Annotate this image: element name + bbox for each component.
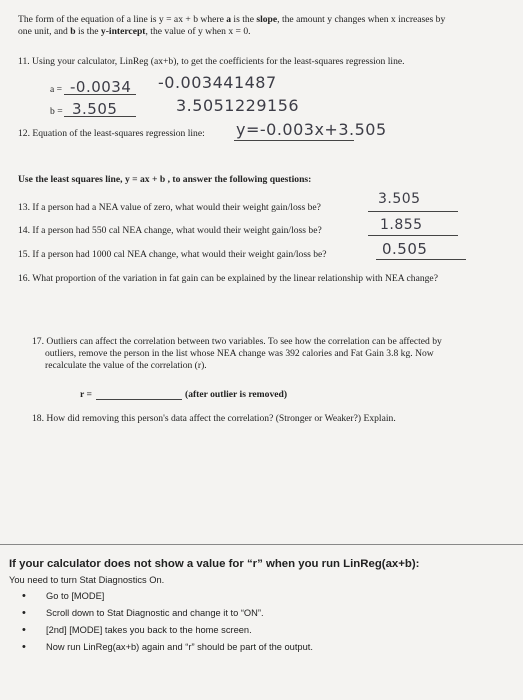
intro-text: one unit, and <box>18 26 71 37</box>
question-13: 13. If a person had a NEA value of zero, what would their weight gain/loss be? <box>18 202 321 213</box>
question-12: 12. Equation of the least-squares regression line: <box>18 128 205 139</box>
intro-yint: y-intercept <box>100 26 146 37</box>
q13-answer-line <box>368 211 458 212</box>
r-note: (after outlier is removed) <box>185 389 288 400</box>
q17-line-3: recalculate the value of the correlation (r). <box>45 360 207 371</box>
q17-line-1: 17. Outliers can affect the correlation between two variables. To see how the correlation can be affected by <box>32 336 442 347</box>
calc-step: • Scroll down to Stat Diagnostic and change it to “ON”. <box>16 605 313 622</box>
r-answer-line <box>96 399 182 400</box>
question-17 <box>32 336 512 372</box>
question-14: 14. If a person had 550 cal NEA change, what would their weight gain/loss be? <box>18 225 322 236</box>
section-heading: Use the least squares line, y = ax + b , to answer the following questions: <box>18 174 312 185</box>
calc-step: • [2nd] [MODE] takes you back to the home screen. <box>16 622 313 639</box>
intro-text: , the value of y when x = 0. <box>145 26 251 37</box>
intro-paragraph <box>18 14 513 38</box>
calc-heading: If your calculator does not show a value for “r” when you run LinReg(ax+b): <box>9 558 420 570</box>
intro-text: The form of the equation of a line is y = ax + b where <box>18 14 227 25</box>
q13-answer-handwritten: 3.505 <box>378 191 421 207</box>
q12-answer-handwritten: y=-0.003x+3.505 <box>236 120 387 139</box>
q14-answer-line <box>368 235 458 236</box>
intro-text: is the <box>231 14 257 25</box>
q17-line-2: outliers, remove the person in the list whose NEA change was 392 calories and Fat Gain 3.8 kg. Now <box>45 348 434 359</box>
intro-text: , the amount y changes when x increases by <box>277 14 446 25</box>
intro-text: is the <box>75 26 101 37</box>
q15-answer-line <box>376 259 466 260</box>
question-11: 11. Using your calculator, LinReg (ax+b), to get the coefficients for the least-squares regression line. <box>18 56 405 67</box>
q15-answer-handwritten: 0.505 <box>382 240 428 258</box>
intro-b: b <box>70 26 76 37</box>
calc-steps-list <box>16 588 313 656</box>
calc-step: • Now run LinReg(ax+b) again and “r” should be part of the output. <box>16 639 313 656</box>
a-value-handwritten: -0.0034 <box>70 78 132 96</box>
b-value-handwritten: 3.505 <box>72 100 118 118</box>
question-15: 15. If a person had 1000 cal NEA change, what would their weight gain/loss be? <box>18 249 327 260</box>
b-label: b = <box>50 106 63 117</box>
r-label: r = <box>80 389 92 400</box>
question-16: 16. What proportion of the variation in fat gain can be explained by the linear relationship with NEA change? <box>18 273 438 284</box>
intro-slope: slope <box>256 14 278 25</box>
a-full-handwritten: -0.003441487 <box>158 73 277 92</box>
q14-answer-handwritten: 1.855 <box>380 217 423 233</box>
calc-step: • Go to [MODE] <box>16 588 313 605</box>
a-label: a = <box>50 84 63 95</box>
calc-subheading: You need to turn Stat Diagnostics On. <box>9 575 165 585</box>
question-18: 18. How did removing this person's data affect the correlation? (Stronger or Weaker?) Explain. <box>32 413 396 424</box>
intro-a: a <box>226 14 232 25</box>
b-full-handwritten: 3.5051229156 <box>176 96 300 115</box>
section-divider <box>0 544 523 545</box>
q12-answer-line <box>234 140 354 141</box>
